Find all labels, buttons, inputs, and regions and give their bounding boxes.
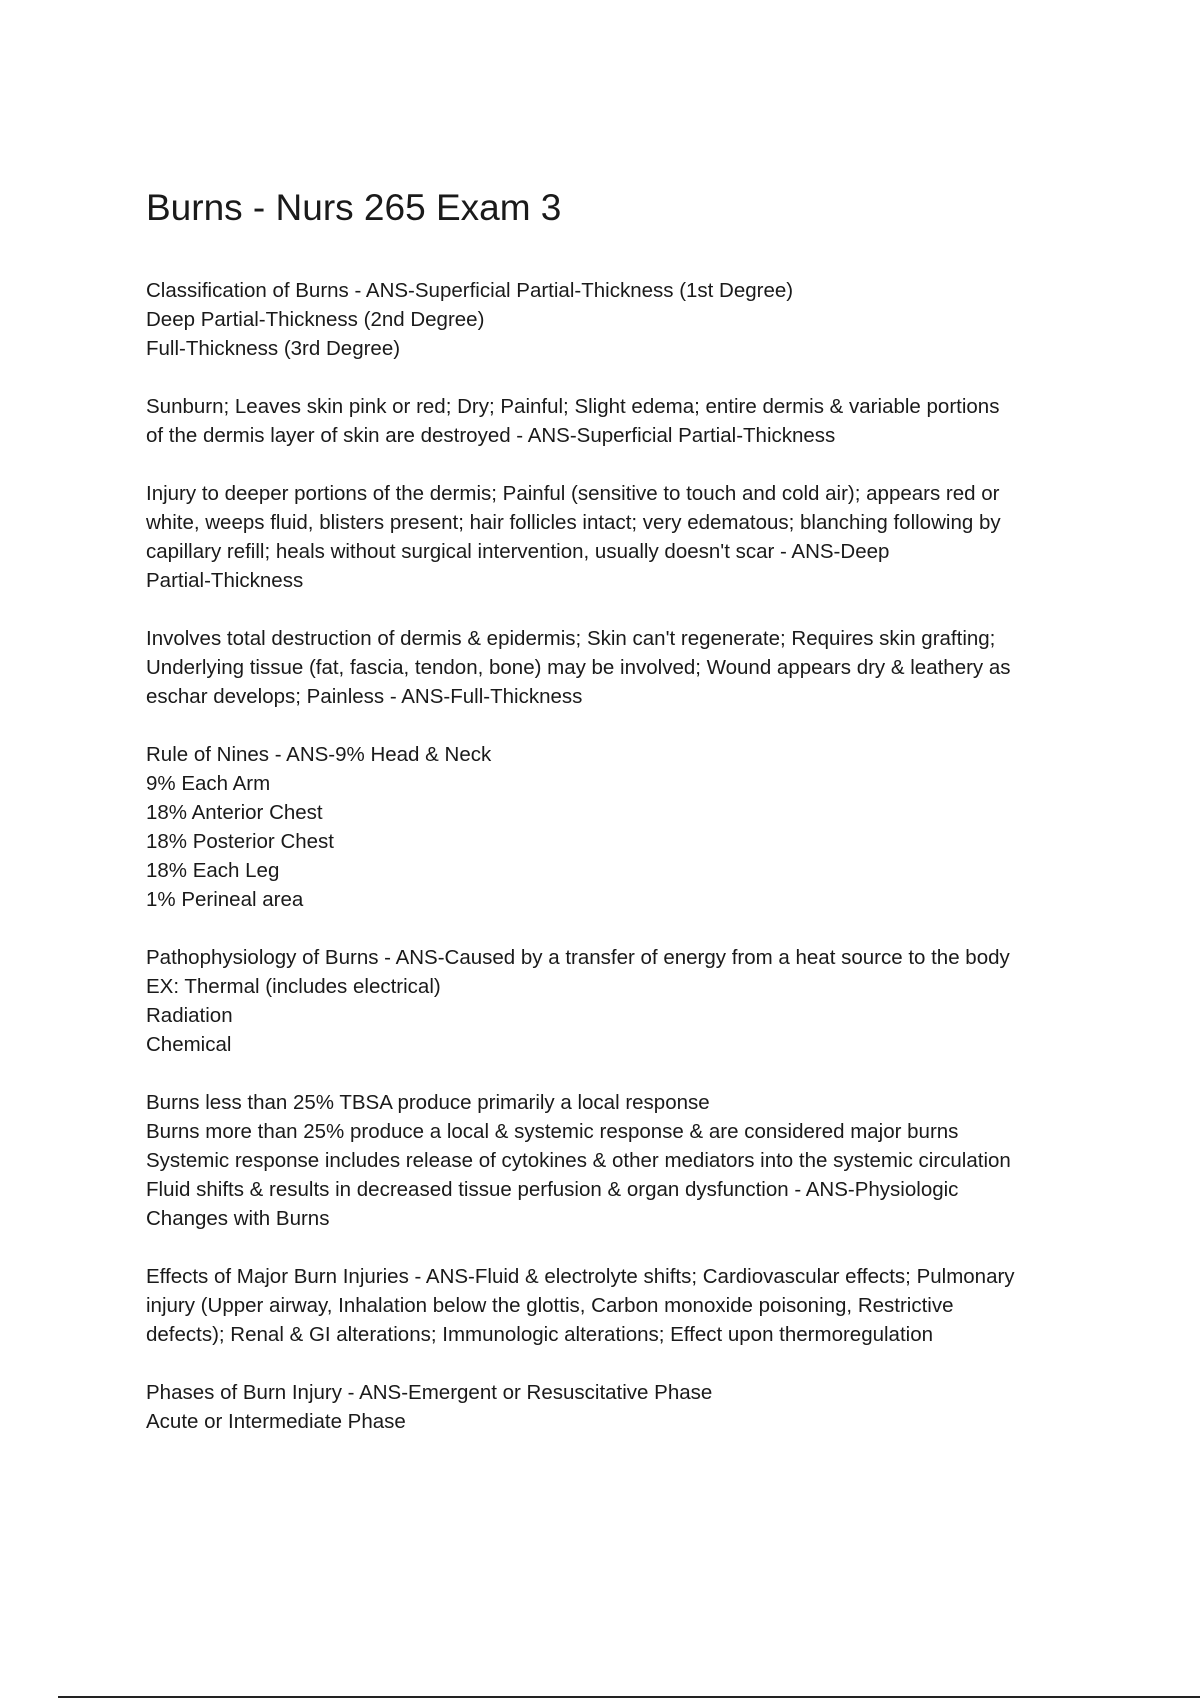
flashcard-pathophysiology [146, 943, 1106, 1059]
text-line: Deep Partial-Thickness (2nd Degree) [146, 308, 485, 331]
text-line: Fluid shifts & results in decreased tissue perfusion & organ dysfunction - ANS-Physiologic [146, 1178, 959, 1201]
text-line: Full-Thickness (3rd Degree) [146, 337, 401, 360]
text-line: Classification of Burns - ANS-Superficial Partial-Thickness (1st Degree) [146, 279, 794, 302]
text-line: eschar develops; Painless - ANS-Full-Thickness [146, 685, 583, 708]
text-line: Sunburn; Leaves skin pink or red; Dry; Painful; Slight edema; entire dermis & variable portions [146, 395, 1000, 418]
text-line: Rule of Nines - ANS-9% Head & Neck [146, 743, 492, 766]
text-line: Effects of Major Burn Injuries - ANS-Fluid & electrolyte shifts; Cardiovascular effects; Pulmonary [146, 1265, 1015, 1288]
text-line: EX: Thermal (includes electrical) [146, 975, 441, 998]
flashcard-deep-partial [146, 479, 1106, 595]
text-line: Pathophysiology of Burns - ANS-Caused by a transfer of energy from a heat source to the body [146, 946, 1010, 969]
flashcard-burn-phases [146, 1378, 1106, 1436]
text-line: defects); Renal & GI alterations; Immunologic alterations; Effect upon thermoregulation [146, 1323, 934, 1346]
text-line: injury (Upper airway, Inhalation below the glottis, Carbon monoxide poisoning, Restrictive [146, 1294, 954, 1317]
text-line: Injury to deeper portions of the dermis; Painful (sensitive to touch and cold air); appears red or [146, 482, 1000, 505]
flashcard-classification [146, 276, 1106, 363]
text-line: Phases of Burn Injury - ANS-Emergent or Resuscitative Phase [146, 1381, 713, 1404]
document-title: Burns - Nurs 265 Exam 3 [146, 187, 562, 228]
text-line: Involves total destruction of dermis & epidermis; Skin can't regenerate; Requires skin grafting; [146, 627, 996, 650]
flashcard-major-burn-effects [146, 1262, 1106, 1349]
text-line: 18% Anterior Chest [146, 801, 323, 824]
text-line: Chemical [146, 1033, 232, 1056]
flashcard-full-thickness [146, 624, 1106, 711]
text-line: capillary refill; heals without surgical intervention, usually doesn't scar - ANS-Deep [146, 540, 890, 563]
text-line: white, weeps fluid, blisters present; hair follicles intact; very edematous; blanching following by [146, 511, 1001, 534]
flashcard-rule-of-nines [146, 740, 1106, 914]
text-line: Systemic response includes release of cytokines & other mediators into the systemic circulation [146, 1149, 1011, 1172]
page-bottom-divider [58, 1696, 1200, 1698]
text-line: 1% Perineal area [146, 888, 304, 911]
flashcard-physiologic-changes [146, 1088, 1106, 1233]
text-line: of the dermis layer of skin are destroyed - ANS-Superficial Partial-Thickness [146, 424, 836, 447]
text-line: Changes with Burns [146, 1207, 330, 1230]
text-line: Radiation [146, 1004, 233, 1027]
text-line: 18% Posterior Chest [146, 830, 335, 853]
document-page [146, 180, 1106, 1465]
text-line: Burns more than 25% produce a local & systemic response & are considered major burns [146, 1120, 959, 1143]
text-line: 9% Each Arm [146, 772, 271, 795]
text-line: 18% Each Leg [146, 859, 280, 882]
flashcard-superficial [146, 392, 1106, 450]
text-line: Partial-Thickness [146, 569, 304, 592]
text-line: Underlying tissue (fat, fascia, tendon, bone) may be involved; Wound appears dry & leathery as [146, 656, 1011, 679]
text-line: Burns less than 25% TBSA produce primarily a local response [146, 1091, 710, 1114]
text-line: Acute or Intermediate Phase [146, 1410, 406, 1433]
